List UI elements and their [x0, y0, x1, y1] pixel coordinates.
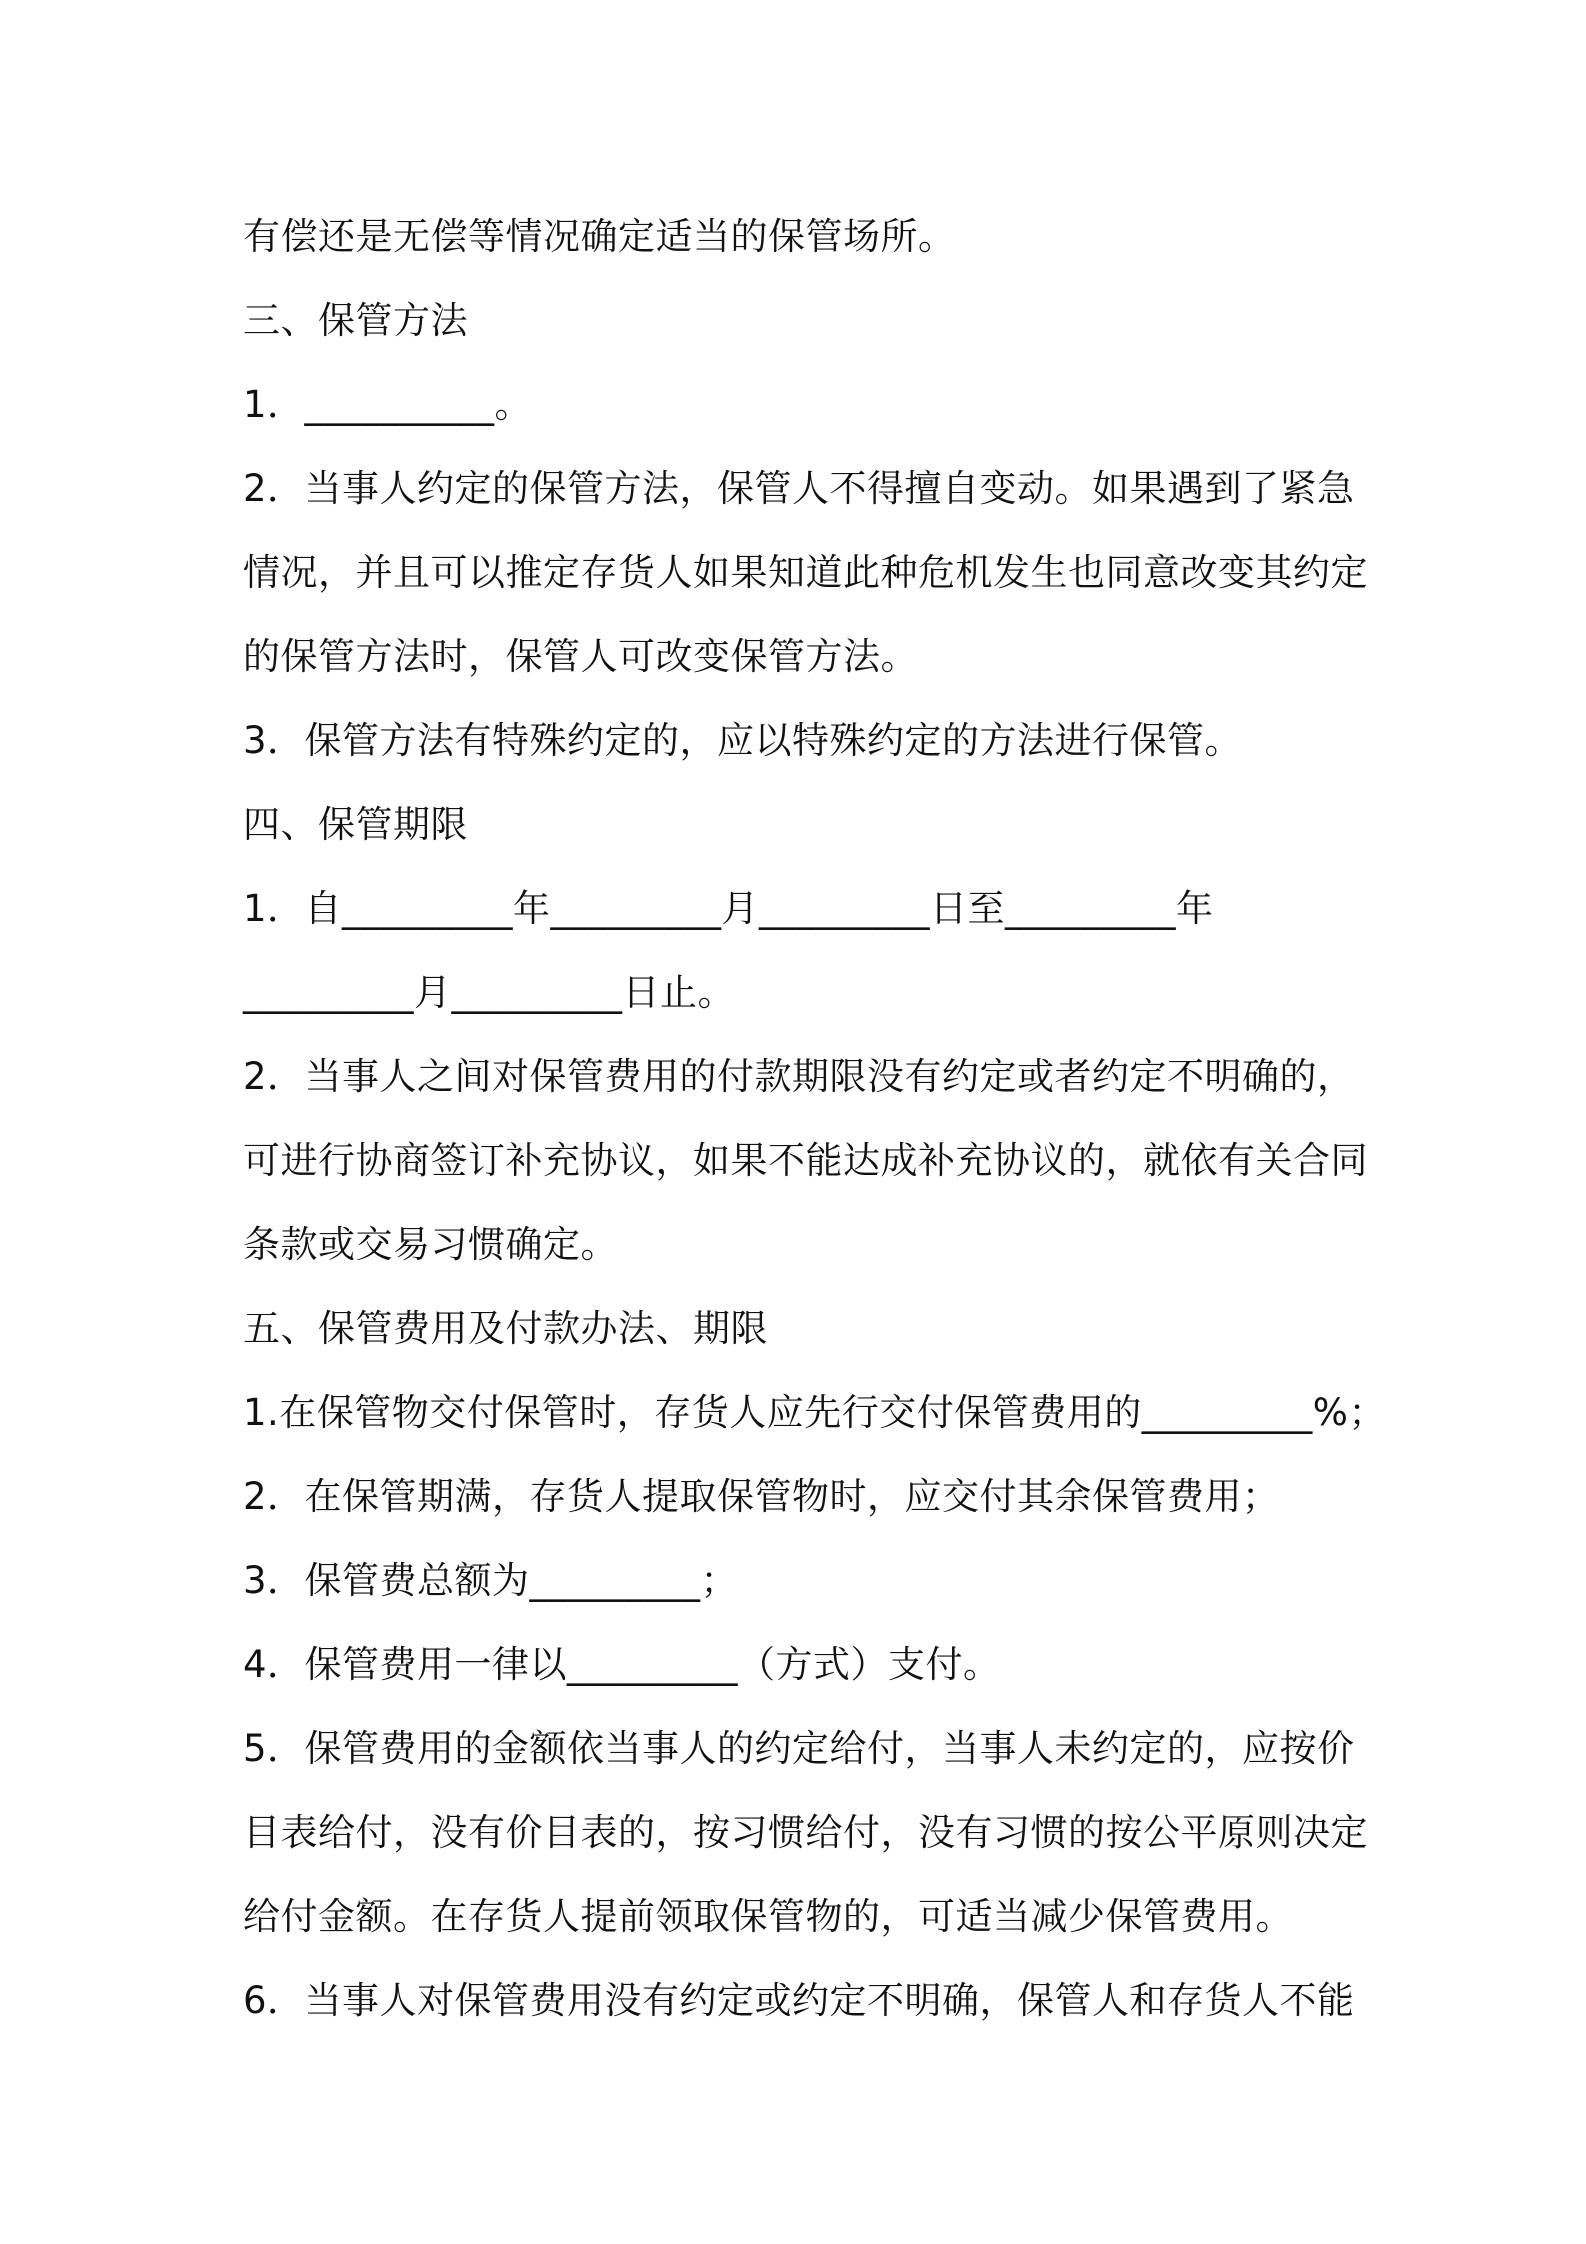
clause-4-1-line-1: 1．自_________年_________月_________日至_________年 — [243, 887, 1214, 930]
clause-5-5-line-2: 目表给付，没有价目表的，按习惯给付，没有习惯的按公平原则决定 — [243, 1811, 1368, 1854]
document-body — [243, 195, 1393, 2043]
clause-5-5-line-3: 给付金额。在存货人提前领取保管物的，可适当减少保管费用。 — [243, 1895, 1293, 1938]
clause-3-3: 3．保管方法有特殊约定的，应以特殊约定的方法进行保管。 — [243, 719, 1243, 762]
text-line-continuation: 有偿还是无偿等情况确定适当的保管场所。 — [243, 215, 956, 258]
section-heading-3: 三、保管方法 — [243, 299, 468, 342]
section-heading-4: 四、保管期限 — [243, 803, 468, 846]
clause-3-1: 1．__________。 — [243, 383, 533, 426]
clause-5-5-line-1: 5．保管费用的金额依当事人的约定给付，当事人未约定的，应按价 — [243, 1727, 1355, 1770]
clause-4-2-line-2: 可进行协商签订补充协议，如果不能达成补充协议的，就依有关合同 — [243, 1139, 1368, 1182]
clause-5-3: 3．保管费总额为_________； — [243, 1559, 739, 1602]
clause-3-2-line-2: 情况，并且可以推定存货人如果知道此种危机发生也同意改变其约定 — [243, 551, 1368, 594]
clause-5-2: 2．在保管期满，存货人提取保管物时，应交付其余保管费用； — [243, 1475, 1280, 1518]
clause-3-2-line-1: 2．当事人约定的保管方法，保管人不得擅自变动。如果遇到了紧急 — [243, 467, 1355, 510]
clause-3-2-line-3: 的保管方法时，保管人可改变保管方法。 — [243, 635, 918, 678]
clause-4-1-line-2: _________月_________日止。 — [243, 971, 735, 1014]
clause-4-2-line-3: 条款或交易习惯确定。 — [243, 1223, 618, 1266]
clause-5-1: 1.在保管物交付保管时，存货人应先行交付保管费用的_________%； — [243, 1391, 1386, 1434]
section-heading-5: 五、保管费用及付款办法、期限 — [243, 1307, 768, 1350]
clause-5-4: 4．保管费用一律以_________（方式）支付。 — [243, 1643, 1001, 1686]
clause-5-6-line-1: 6．当事人对保管费用没有约定或约定不明确，保管人和存货人不能 — [243, 1979, 1355, 2022]
clause-4-2-line-1: 2．当事人之间对保管费用的付款期限没有约定或者约定不明确的， — [243, 1055, 1355, 1098]
